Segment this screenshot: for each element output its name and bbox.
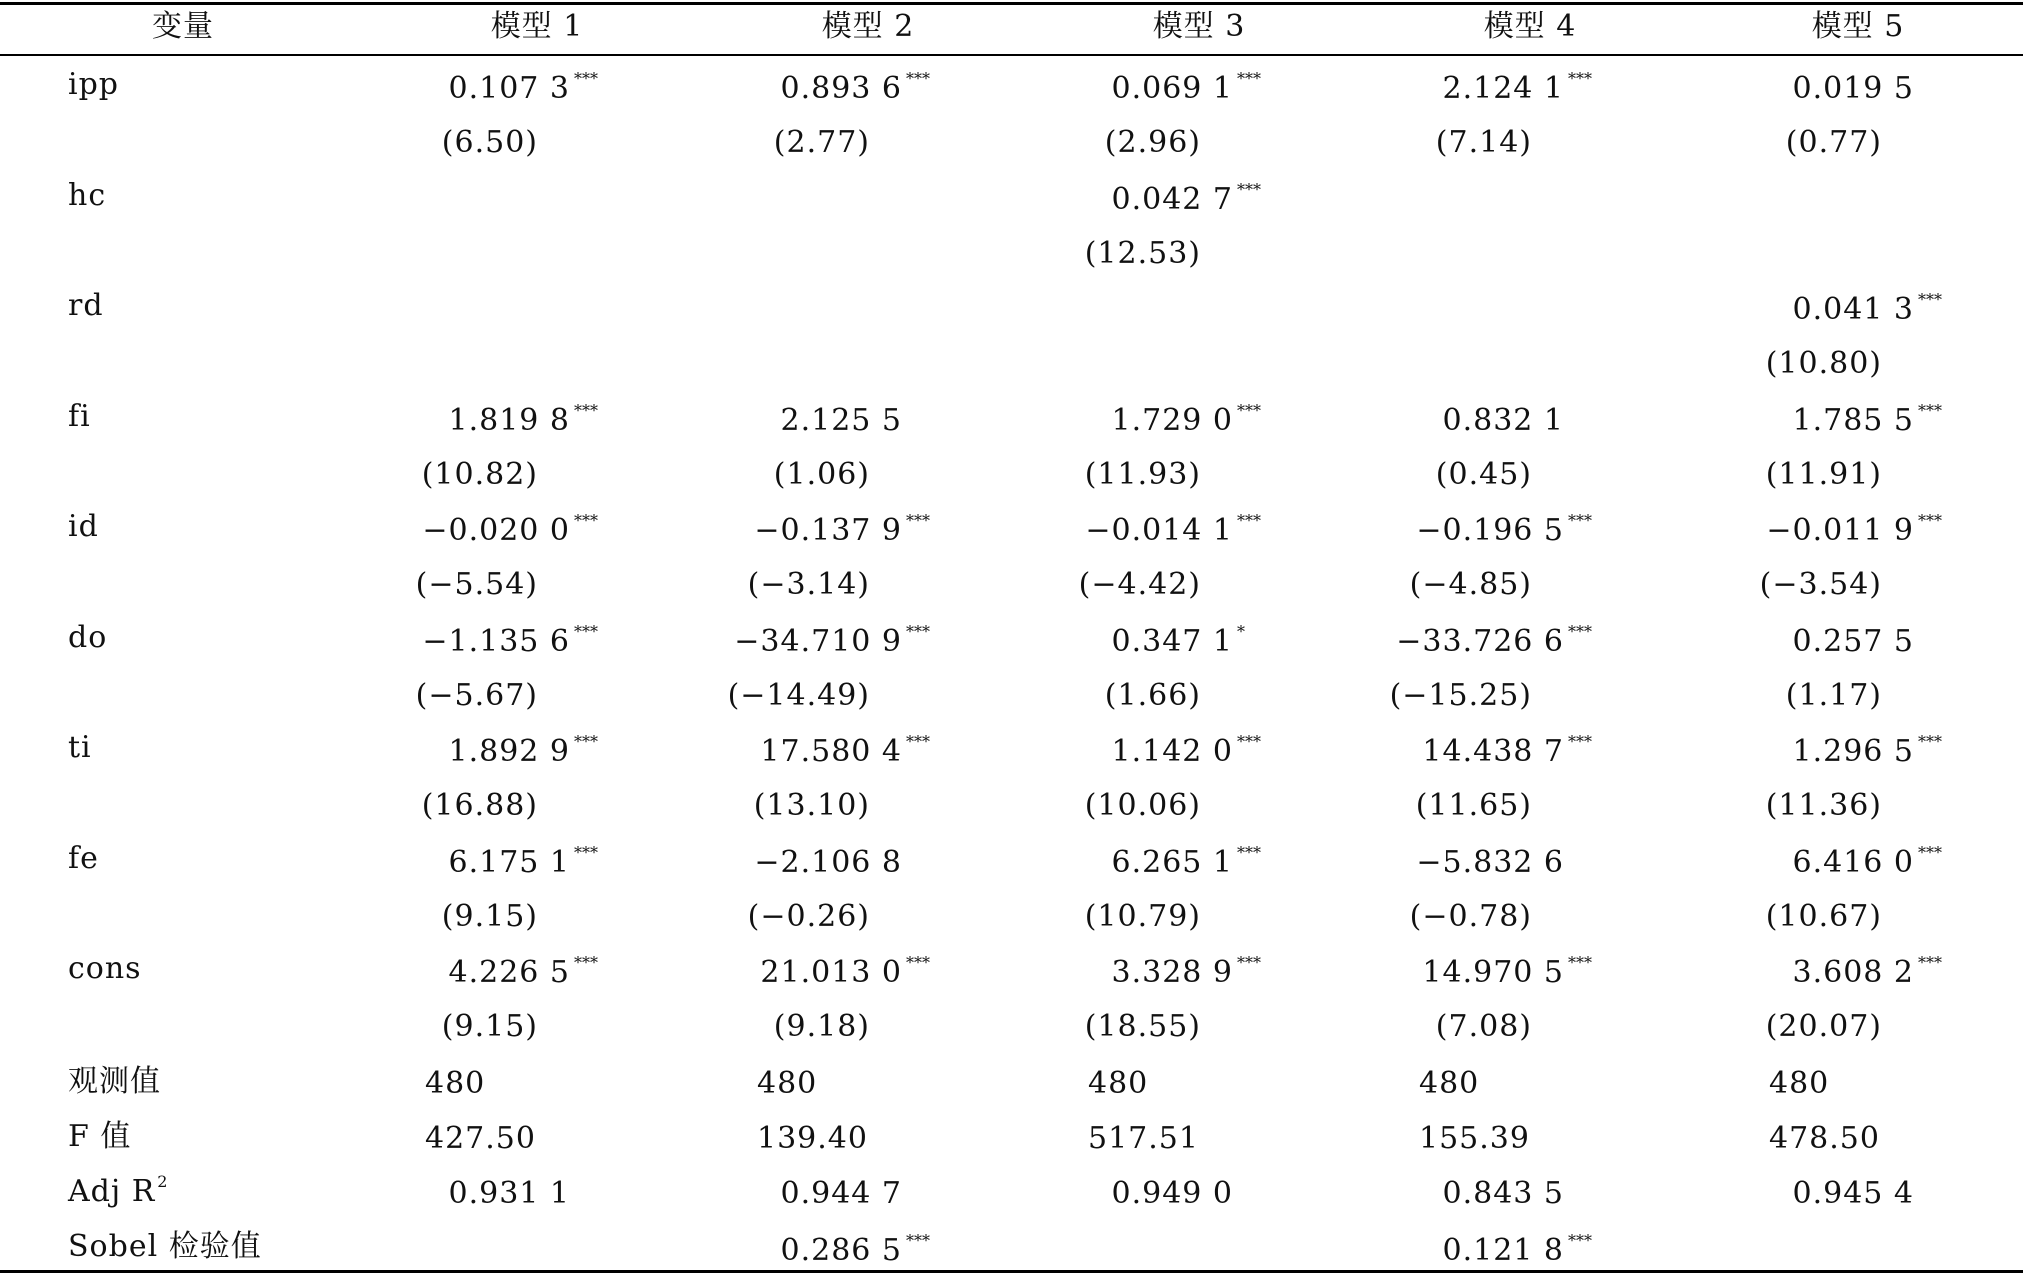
coefficient-cell — [1111, 179, 1261, 221]
adj-r2-value — [780, 1177, 902, 1211]
coefficient-cell — [1111, 400, 1261, 442]
coefficient-cell — [760, 732, 930, 773]
coefficient-value: 0.257 5 — [1792, 623, 1914, 659]
superscript: 2 — [157, 1171, 169, 1191]
coefficient-cell — [1085, 511, 1261, 552]
t-stat-cell: (12.53) — [1084, 235, 1201, 271]
t-stat-cell: (−14.49) — [727, 677, 870, 713]
top-rule — [0, 2, 2023, 5]
column-header: 变量 — [152, 9, 214, 44]
coefficient-cell — [448, 842, 598, 884]
coefficient-value: −5.832 6 — [1416, 844, 1564, 880]
adj-r-label: Adj R — [68, 1173, 156, 1209]
coefficient-value: 0.949 0 — [1111, 1175, 1233, 1211]
coefficient-cell — [754, 511, 930, 552]
significance-stars: *** — [906, 69, 930, 88]
coefficient-value: −2.106 8 — [754, 844, 902, 880]
coefficient-cell — [1766, 511, 1942, 552]
t-stat-cell: (10.80) — [1765, 346, 1882, 381]
row-label: fe — [68, 840, 99, 876]
coefficient-cell — [1111, 69, 1261, 110]
row-label: fi — [68, 398, 91, 434]
coefficient-value: 4.226 5 — [448, 955, 570, 990]
coefficient-cell — [754, 846, 902, 880]
coefficient-cell — [1396, 621, 1592, 663]
coefficient-value: 2.124 1 — [1442, 71, 1564, 106]
t-stat-cell: (9.15) — [441, 898, 538, 934]
t-stat-cell: (1.66) — [1104, 677, 1201, 713]
significance-stars: *** — [1568, 69, 1592, 88]
coefficient-value: 0.042 7 — [1111, 181, 1233, 217]
significance-stars: *** — [574, 621, 598, 641]
t-stat-cell: (11.36) — [1765, 788, 1882, 823]
significance-stars: *** — [906, 511, 930, 530]
row-label: id — [68, 509, 99, 544]
bottom-rule — [0, 1270, 2023, 1273]
row-label: cons — [68, 951, 142, 986]
coefficient-value: 0.931 1 — [448, 1175, 570, 1211]
coefficient-value: 3.328 9 — [1111, 955, 1233, 990]
significance-stars: *** — [1237, 842, 1261, 862]
t-stat-cell: (2.96) — [1104, 125, 1201, 160]
significance-stars: *** — [1237, 69, 1261, 88]
t-stat-cell: (−5.67) — [415, 677, 538, 713]
sobel-value — [1442, 1230, 1592, 1272]
coefficient-cell — [448, 400, 598, 442]
coefficient-value: 0.019 5 — [1792, 71, 1914, 106]
t-stat-cell: (18.55) — [1084, 1009, 1201, 1044]
sobel-value — [780, 1230, 930, 1272]
row-label: 观测值 — [68, 1063, 161, 1099]
stat-value: 517.51 — [1088, 1120, 1199, 1156]
coefficient-value: 0.832 1 — [1442, 402, 1564, 438]
coefficient-value: 14.438 7 — [1422, 734, 1564, 769]
significance-stars: *** — [1568, 511, 1592, 530]
t-stat-cell: (1.06) — [773, 456, 870, 492]
coefficient-value: 0.945 4 — [1792, 1175, 1914, 1211]
stat-value: 155.39 — [1419, 1120, 1530, 1156]
coefficient-cell — [780, 404, 902, 438]
significance-stars: *** — [1237, 953, 1261, 972]
coefficient-value: 2.125 5 — [780, 402, 902, 438]
row-label: ti — [68, 730, 92, 765]
t-stat-cell: (7.08) — [1435, 1009, 1532, 1044]
coefficient-cell — [760, 953, 930, 994]
coefficient-value: −34.710 9 — [734, 623, 902, 659]
t-stat-cell: (9.15) — [441, 1009, 538, 1044]
significance-stars: *** — [1918, 290, 1942, 309]
coefficient-cell — [1111, 732, 1261, 773]
coefficient-value: 6.416 0 — [1792, 844, 1914, 880]
significance-stars: *** — [906, 953, 930, 972]
coefficient-cell — [1422, 953, 1592, 994]
t-stat-cell: (10.67) — [1765, 898, 1882, 934]
header-rule — [0, 54, 2023, 56]
significance-stars: * — [1237, 621, 1245, 641]
coefficient-cell — [1442, 69, 1592, 110]
coefficient-value: 1.296 5 — [1792, 734, 1914, 769]
coefficient-value: −0.014 1 — [1085, 513, 1233, 548]
significance-stars: *** — [1918, 732, 1942, 751]
coefficient-value: 6.175 1 — [448, 844, 570, 880]
significance-stars: *** — [906, 732, 930, 751]
column-header: 模型 4 — [1483, 9, 1577, 44]
coefficient-cell — [1442, 404, 1564, 438]
stat-value: 480 — [1419, 1065, 1480, 1101]
coefficient-cell — [1416, 511, 1592, 552]
significance-stars: *** — [574, 511, 598, 530]
coefficient-value: 1.785 5 — [1792, 402, 1914, 438]
t-stat-cell: (2.77) — [773, 125, 870, 160]
coefficient-cell — [1422, 732, 1592, 773]
adj-r2-value — [1442, 1177, 1564, 1211]
stat-value: 480 — [425, 1065, 486, 1101]
t-stat-cell: (−0.78) — [1409, 898, 1532, 934]
significance-stars: *** — [1918, 953, 1942, 972]
coefficient-cell — [448, 732, 598, 773]
coefficient-cell — [1111, 842, 1261, 884]
row-label: do — [68, 619, 108, 655]
coefficient-value: 1.729 0 — [1111, 402, 1233, 438]
significance-stars: *** — [906, 621, 930, 641]
t-stat-cell: (20.07) — [1765, 1009, 1882, 1044]
coefficient-value: 0.944 7 — [780, 1175, 902, 1211]
coefficient-cell — [780, 69, 930, 110]
stat-value: 478.50 — [1769, 1120, 1880, 1156]
t-stat-cell: (0.45) — [1435, 456, 1532, 492]
row-label — [68, 1171, 169, 1213]
t-stat-cell: (16.88) — [421, 788, 538, 823]
t-stat-cell: (13.10) — [753, 788, 870, 823]
t-stat-cell: (7.14) — [1435, 125, 1532, 160]
coefficient-cell — [1792, 72, 1914, 106]
significance-stars: *** — [1237, 179, 1261, 199]
significance-stars: *** — [1237, 732, 1261, 751]
t-stat-cell: (−4.42) — [1078, 567, 1201, 602]
coefficient-value: 1.142 0 — [1111, 734, 1233, 769]
t-stat-cell: (0.77) — [1785, 125, 1882, 160]
coefficient-cell — [422, 511, 598, 552]
coefficient-value: 0.041 3 — [1792, 292, 1914, 327]
coefficient-cell — [448, 953, 598, 994]
coefficient-cell — [1792, 732, 1942, 773]
coefficient-value: 17.580 4 — [760, 734, 902, 769]
coefficient-cell — [734, 621, 930, 663]
t-stat-cell: (6.50) — [441, 125, 538, 160]
t-stat-cell: (9.18) — [773, 1009, 870, 1044]
significance-stars: *** — [1568, 732, 1592, 751]
coefficient-cell — [1792, 400, 1942, 442]
row-label: hc — [68, 177, 107, 213]
significance-stars: *** — [1918, 842, 1942, 862]
t-stat-cell: (10.82) — [421, 456, 538, 492]
significance-stars: *** — [1237, 511, 1261, 530]
t-stat-cell: (−3.54) — [1759, 567, 1882, 602]
t-stat-cell: (1.17) — [1785, 677, 1882, 713]
coefficient-value: −1.135 6 — [422, 623, 570, 659]
coefficient-value: 0.843 5 — [1442, 1175, 1564, 1211]
stat-value: 427.50 — [425, 1120, 536, 1156]
coefficient-cell — [1792, 290, 1942, 331]
significance-stars: *** — [1568, 1230, 1592, 1250]
t-stat-cell: (−15.25) — [1389, 677, 1532, 713]
adj-r2-value — [448, 1177, 570, 1211]
coefficient-value: 0.107 3 — [448, 71, 570, 106]
significance-stars: *** — [1237, 400, 1261, 420]
significance-stars: *** — [1568, 953, 1592, 972]
coefficient-value: 3.608 2 — [1792, 955, 1914, 990]
t-stat-cell: (−0.26) — [747, 898, 870, 934]
significance-stars: *** — [1918, 400, 1942, 420]
stat-value: 480 — [1769, 1065, 1830, 1101]
stat-value: 480 — [1088, 1065, 1149, 1101]
t-stat-cell: (−5.54) — [415, 567, 538, 602]
coefficient-value: −0.011 9 — [1766, 513, 1914, 548]
adj-r2-value — [1111, 1177, 1233, 1211]
t-stat-cell: (11.93) — [1084, 456, 1201, 492]
coefficient-value: 6.265 1 — [1111, 844, 1233, 880]
significance-stars: *** — [574, 400, 598, 420]
row-label: ipp — [68, 67, 120, 102]
coefficient-value: −0.020 0 — [422, 513, 570, 548]
row-label: rd — [68, 288, 104, 323]
coefficient-value: −0.137 9 — [754, 513, 902, 548]
row-label: F 值 — [68, 1118, 132, 1154]
t-stat-cell: (11.91) — [1765, 456, 1882, 492]
coefficient-cell — [1416, 846, 1564, 880]
stat-value: 480 — [757, 1065, 818, 1101]
t-stat-cell: (−3.14) — [747, 567, 870, 602]
coefficient-value: 0.121 8 — [1442, 1232, 1564, 1268]
coefficient-value: 1.819 8 — [448, 402, 570, 438]
t-stat-cell: (−4.85) — [1409, 567, 1532, 602]
coefficient-value: 21.013 0 — [760, 955, 902, 990]
coefficient-value: −33.726 6 — [1396, 623, 1564, 659]
significance-stars: *** — [1918, 511, 1942, 530]
adj-r2-value — [1792, 1177, 1914, 1211]
column-header: 模型 5 — [1811, 9, 1905, 44]
significance-stars: *** — [906, 1230, 930, 1250]
coefficient-value: −0.196 5 — [1416, 513, 1564, 548]
row-label: Sobel 检验值 — [68, 1228, 262, 1264]
coefficient-cell — [1792, 625, 1914, 659]
coefficient-cell — [1111, 621, 1245, 663]
significance-stars: *** — [574, 953, 598, 972]
significance-stars: *** — [1568, 621, 1592, 641]
coefficient-value: 0.347 1 — [1111, 623, 1233, 659]
column-header: 模型 1 — [490, 9, 584, 44]
coefficient-value: 14.970 5 — [1422, 955, 1564, 990]
column-header: 模型 3 — [1152, 9, 1246, 44]
coefficient-cell — [1792, 953, 1942, 994]
significance-stars: *** — [574, 732, 598, 751]
significance-stars: *** — [574, 69, 598, 88]
t-stat-cell: (11.65) — [1415, 788, 1532, 823]
coefficient-value: 0.286 5 — [780, 1232, 902, 1268]
t-stat-cell: (10.79) — [1084, 898, 1201, 934]
coefficient-value: 0.069 1 — [1111, 71, 1233, 106]
coefficient-cell — [448, 69, 598, 110]
stat-value: 139.40 — [757, 1120, 868, 1156]
coefficient-cell — [1111, 953, 1261, 994]
coefficient-cell — [422, 621, 598, 663]
coefficient-value: 0.893 6 — [780, 71, 902, 106]
significance-stars: *** — [574, 842, 598, 862]
t-stat-cell: (10.06) — [1084, 788, 1201, 823]
coefficient-cell — [1792, 842, 1942, 884]
coefficient-value: 1.892 9 — [448, 734, 570, 769]
column-header: 模型 2 — [821, 9, 915, 44]
